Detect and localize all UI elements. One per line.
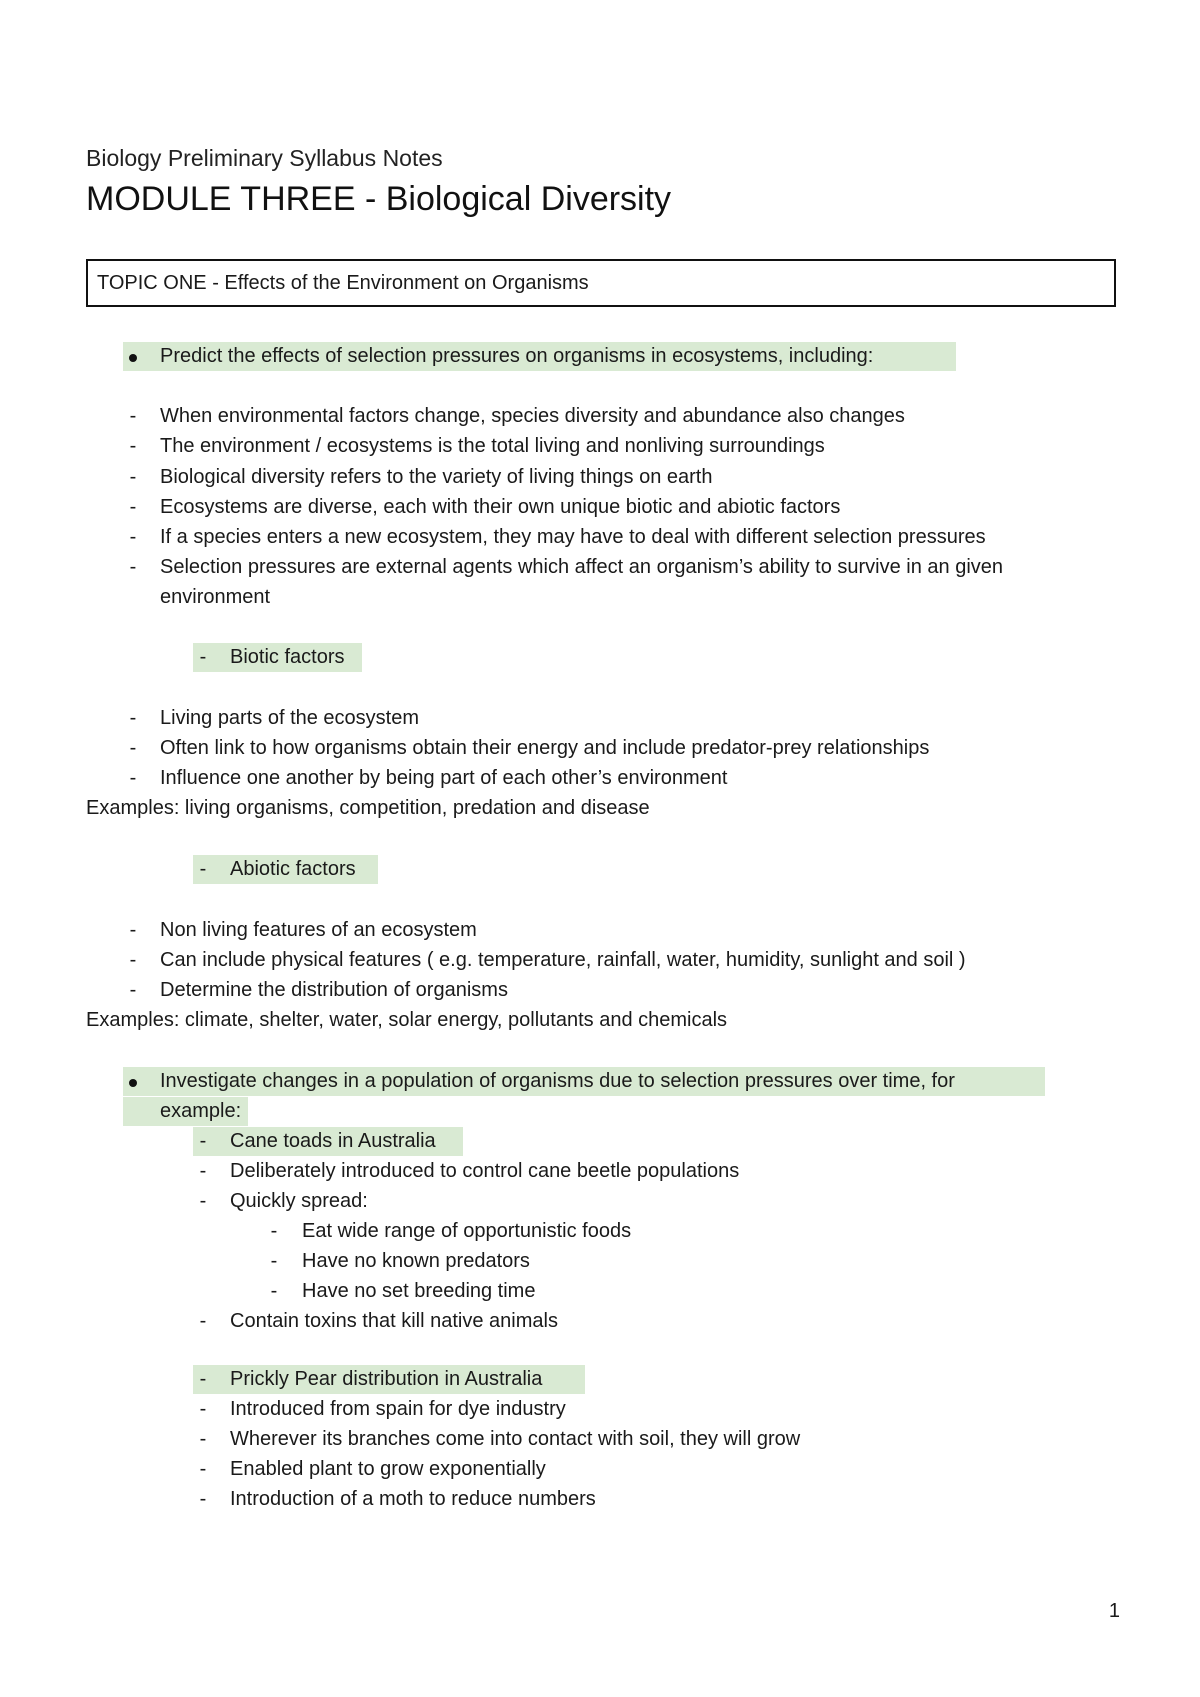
item-text: Quickly spread: [230,1190,368,1212]
bullet-icon [129,354,137,362]
dash-marker: - [129,435,137,457]
dash-marker: - [129,979,137,1001]
item-text: When environmental factors change, species diversity and abundance also changes [160,405,905,427]
item-text: Determine the distribution of organisms [160,979,508,1001]
item-text: Can include physical features ( e.g. temperature, rainfall, water, humidity, sunlight and soil ) [160,949,966,971]
dash-marker: - [129,556,137,578]
item-text: Living parts of the ecosystem [160,707,420,729]
dash-marker: - [129,496,137,518]
topic-box [86,259,1116,307]
dash-marker: - [129,526,137,548]
dash-marker [123,1066,143,1096]
item-text: Abiotic factors [230,858,356,880]
dash-marker: - [270,1280,278,1302]
item-text: Non living features of an ecosystem [160,919,477,941]
dash-marker: - [199,1488,207,1510]
item-text: Contain toxins that kill native animals [230,1310,558,1332]
item-text: Predict the effects of selection pressures on organisms in ecosystems, including: [160,345,874,367]
module-title: MODULE THREE - Biological Diversity [86,180,672,218]
item-text: Investigate changes in a population of organisms due to selection pressures over time, for [160,1070,955,1092]
dash-marker: - [270,1220,278,1242]
item-text: Biotic factors [230,646,345,668]
dash-marker: - [129,767,137,789]
item-text: Have no set breeding time [302,1280,536,1302]
item-text: Examples: living organisms, competition, predation and disease [86,797,650,819]
item-text: Ecosystems are diverse, each with their own unique biotic and abiotic factors [160,496,841,518]
item-text: example: [160,1100,242,1122]
dash-marker: - [199,1310,207,1332]
item-text: Have no known predators [302,1250,530,1272]
item-text: Biological diversity refers to the variety of living things on earth [160,466,713,488]
item-text: Introduction of a moth to reduce numbers [230,1488,596,1510]
item-text: Cane toads in Australia [230,1130,436,1152]
dash-marker: - [199,1190,207,1212]
dash-marker: - [199,1160,207,1182]
item-text: Selection pressures are external agents which affect an organism’s ability to survive in an given [160,556,1004,578]
item-text: Deliberately introduced to control cane beetle populations [230,1160,740,1182]
dash-marker: - [199,646,207,668]
dash-marker: - [270,1250,278,1272]
item-text: Examples: climate, shelter, water, solar energy, pollutants and chemicals [86,1009,728,1031]
item-text: Influence one another by being part of each other’s environment [160,767,728,789]
dash-marker: - [199,1428,207,1450]
item-text: If a species enters a new ecosystem, they may have to deal with different selection pressures [160,526,986,548]
dash-marker: - [129,737,137,759]
item-text: Wherever its branches come into contact with soil, they will grow [230,1428,801,1450]
dash-marker: - [129,919,137,941]
dash-marker: - [129,405,137,427]
dash-marker: - [199,1398,207,1420]
dash-marker: - [199,1458,207,1480]
dash-marker: - [129,466,137,488]
dash-marker: - [199,858,207,880]
dash-marker [123,341,143,371]
dash-marker: - [129,949,137,971]
item-text: environment [160,586,271,608]
item-text: Prickly Pear distribution in Australia [230,1368,543,1390]
item-text: Introduced from spain for dye industry [230,1398,566,1420]
page-number: 1 [1108,1600,1120,1622]
document-subtitle: Biology Preliminary Syllabus Notes [86,145,443,171]
item-text: Often link to how organisms obtain their energy and include predator-prey relationships [160,737,930,759]
dash-marker: - [199,1368,207,1390]
dash-marker: - [129,707,137,729]
dash-marker: - [199,1130,207,1152]
topic-title: TOPIC ONE - Effects of the Environment on Organisms [97,272,589,294]
bullet-icon [129,1079,137,1087]
item-text: Enabled plant to grow exponentially [230,1458,546,1480]
item-text: The environment / ecosystems is the total living and nonliving surroundings [160,435,825,457]
item-text: Eat wide range of opportunistic foods [302,1220,632,1242]
